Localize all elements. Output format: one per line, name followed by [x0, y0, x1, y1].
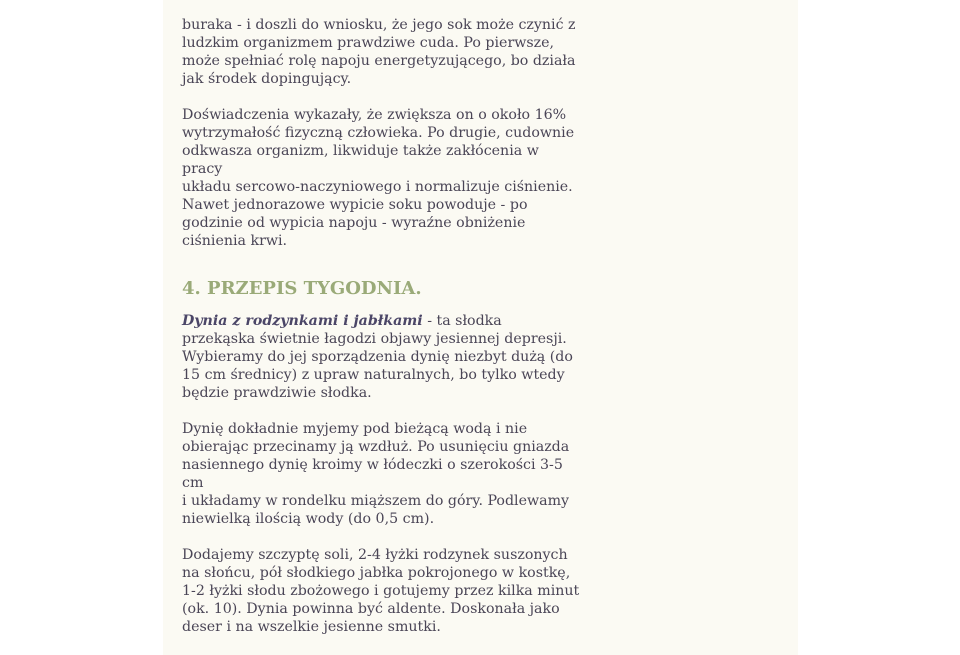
text-line: 1-2 łyżki słodu zbożowego i gotujemy przez kilka minut [182, 583, 580, 599]
text-line: nasiennego dynię kroimy w łódeczki o szerokości 3-5 cm [182, 457, 563, 491]
text-line: Dodajemy szczyptę soli, 2-4 łyżki rodzynek suszonych [182, 547, 568, 563]
article-text [182, 16, 582, 636]
text-line: - ta słodka [422, 313, 502, 329]
text-line: 15 cm średnicy) z upraw naturalnych, bo tylko wtedy [182, 367, 565, 383]
text-line: odkwasza organizm, likwiduje także zakłócenia w pracy [182, 143, 539, 177]
text-line: Doświadczenia wykazały, że zwiększa on o około 16% [182, 107, 567, 123]
recipe-title: Dynia z rodzynkami i jabłkami [182, 313, 423, 329]
text-line: deser i na wszelkie jesienne smutki. [182, 619, 441, 635]
text-line: będzie prawdziwie słodka. [182, 385, 372, 401]
text-line: ludzkim organizmem prawdziwe cuda. Po pierwsze, [182, 35, 555, 51]
text-line: Wybieramy do jej sporządzenia dynię niezbyt dużą (do [182, 349, 573, 365]
text-line: Nawet jednorazowe wypicie soku powoduje - po [182, 197, 528, 213]
text-line: (ok. 10). Dynia powinna być aldente. Doskonała jako [182, 601, 560, 617]
paragraph-1 [182, 16, 582, 88]
text-line: buraka - i doszli do wniosku, że jego sok może czynić z [182, 17, 576, 33]
text-line: wytrzymałość fizyczną człowieka. Po drugie, cudownie [182, 125, 575, 141]
text-line: przekąska świetnie łagodzi objawy jesiennej depresji. [182, 331, 567, 347]
paragraph-5 [182, 546, 582, 636]
paragraph-3 [182, 312, 582, 402]
text-line: niewielką ilością wody (do 0,5 cm). [182, 511, 435, 527]
text-line: na słońcu, pół słodkiego jabłka pokrojonego w kostkę, [182, 565, 571, 581]
section-heading: 4. PRZEPIS TYGODNIA. [182, 278, 422, 299]
text-line: Dynię dokładnie myjemy pod bieżącą wodą i nie [182, 421, 528, 437]
paragraph-2 [182, 106, 582, 250]
text-line: ciśnienia krwi. [182, 233, 288, 249]
text-line: układu sercowo-naczyniowego i normalizuje ciśnienie. [182, 179, 573, 195]
text-line: obierając przecinamy ją wzdłuż. Po usunięciu gniazda [182, 439, 570, 455]
text-line: i układamy w rondelku miąższem do góry. Podlewamy [182, 493, 570, 509]
text-line: godzinie od wypicia napoju - wyraźne obniżenie [182, 215, 526, 231]
text-line: może spełniać rolę napoju energetyzującego, bo działa [182, 53, 576, 69]
paragraph-4 [182, 420, 582, 528]
text-line: jak środek dopingujący. [182, 71, 352, 87]
